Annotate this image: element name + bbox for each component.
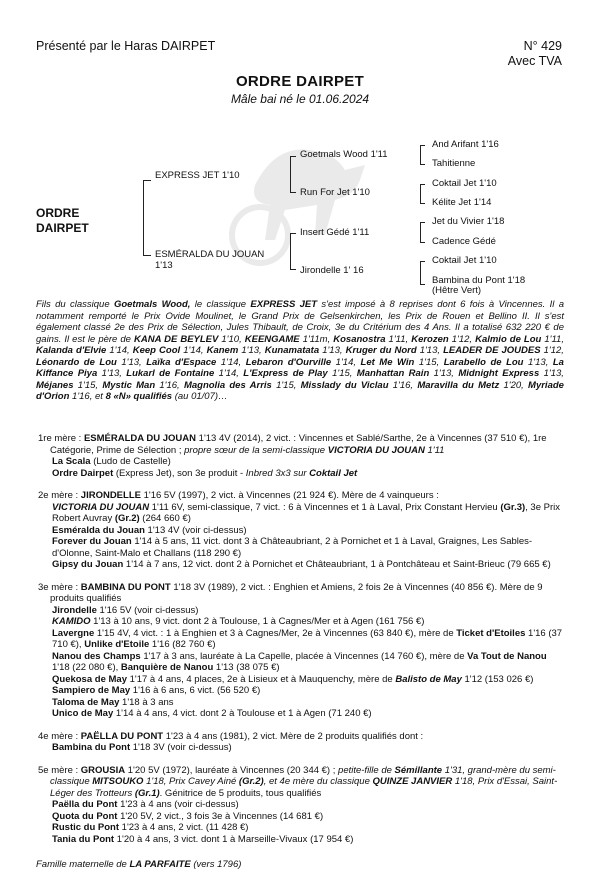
gen3-4: Kélite Jet 1'14 — [432, 197, 492, 208]
gen3-8-sire-note: (Hêtre Vert) — [432, 285, 482, 296]
third-dam-section: 3e mère : BAMBINA DU PONT 1'18 3V (1989), 2 vict. : Enghien et Amiens, 2 fois 2e à Vincennes (40 856 €). Mère de 9 produits qualifiés Jirondelle 1'16 5V (voir ci-dessus) KAMIDO 1'13 à 10 ans, 9 vict. dont 2 à Toulouse, 1 à Cagnes/Mer et à Agen (161 756 €) Lavergne 1'15 4V, 4 vict. : 1 à Enghien et 3 à Cagnes/Mer, 2e à Vincennes (63 840 €), mère de Ticket d'Etoiles 1'16 (37 710 €), Unlike d'Etoile 1'16 (82 760 €) Nanou des Champs 1'17 à 3 ans, lauréate à La Capelle, placée à Vincennes (14 760 €), mère de Va Tout de Nanou 1'18 (22 080 €), Banquière de Nanou 1'13 (38 075 €) Quekosa de May 1'17 à 4 ans, 4 places, 2e à Lisieux et à Mauquenchy, mère de Balisto de May 1'12 (153 026 €) Sampiero de May 1'16 à 6 ans, 6 vict. (56 520 €) Taloma de May 1'18 à 3 ans Unico de May 1'14 à 4 ans, 4 vict. dont 2 à Toulouse et 1 à Agen (71 240 €) — [38, 581, 563, 719]
sire-name: EXPRESS JET 1'10 — [155, 170, 240, 181]
page-title: ORDRE DAIRPET — [235, 73, 365, 90]
gen3-6: Cadence Gédé — [432, 236, 496, 247]
horse-name: ORDRE DAIRPET — [36, 206, 89, 235]
gen3-7: Coktail Jet 1'10 — [432, 255, 497, 266]
gen2-dam-sire: Insert Gédé 1'11 — [300, 227, 370, 238]
family-footer: Famille maternelle de LA PARFAITE (vers 1796) — [36, 859, 242, 870]
gen3-2: Tahitienne — [432, 158, 476, 169]
presenter-text: Présenté par le Haras DAIRPET — [36, 39, 216, 53]
gen3-3: Coktail Jet 1'10 — [432, 178, 497, 189]
lot-number: N° 429 — [523, 39, 562, 53]
gen3-1: And Arifant 1'16 — [432, 139, 499, 150]
gen3-8: Bambina du Pont 1'18 — [432, 275, 526, 286]
dam-name: ESMÉRALDA DU JOUAN 1'13 — [155, 249, 265, 271]
sire-description: Fils du classique Goetmals Wood, le classique EXPRESS JET s'est imposé à 8 reprises dont 6 fois à Vincennes. Il a notamment remporté le Prix Ovide Moulinet, le Grand Prix de Gelsenkirchen, les Prix de Rouen et Bellino II. Il s'est également classé 2e des Prix de Sélection, Jules Thibault, de Croix, 3e du Critérium des 4 Ans. Il a totalisé 632 220 € de gains. Il est le père de KANA DE BEYLEV 1'10, KEENGAME 1'11m, Kosanostra 1'11, Kerozen 1'12, Kalmio de Lou 1'11, Kalanda d'Elvie 1'14, Keep Cool 1'14, Kanem 1'13, Kunamatata 1'13, Kruger du Nord 1'13, LEADER DE JOUDES 1'12, Léonardo de Lou 1'13, Laïka d'Espace 1'14, Lebaron d'Ourville 1'14, Let Me Win 1'15, Larabello de Lou 1'13, La Kiffance Piya 1'13, Lukarl de Fontaine 1'14, L'Express de Play 1'15, Manhattan Rain 1'13, Midnight Express 1'13, Méjanes 1'15, Mystic Man 1'16, Magnolia des Arris 1'15, Misslady du Viclau 1'16, Maravilla du Metz 1'20, Myriade d'Orion 1'16, et 8 «N» qualifiés (au 01/07)… — [36, 299, 564, 402]
gen2-sire-dam: Run For Jet 1'10 — [300, 187, 370, 198]
page-subtitle: Mâle bai né le 01.06.2024 — [230, 92, 370, 106]
fifth-dam-section: 5e mère : GROUSIA 1'20 5V (1972), lauréate à Vincennes (20 344 €) ; petite-fille de Sémillante 1'31, grand-mère du semi-classique MITSOUKO 1'18, Prix Cavey Ainé (Gr.2), et 4e mère du classique QUINZE JANVIER 1'18, Prix d'Essai, Saint-Léger des Trotteurs (Gr.1). Génitrice de 5 produits, tous qualifiés Paëlla du Pont 1'23 à 4 ans (voir ci-dessus) Quota du Pont 1'20 5V, 2 vict., 3 fois 3e à Vincennes (14 681 €) Rustic du Pont 1'23 à 4 ans, 2 vict. (11 428 €) Tania du Pont 1'20 à 4 ans, 3 vict. dont 1 à Marseille-Vivaux (17 954 €) — [38, 764, 558, 845]
gen2-sire-sire: Goetmals Wood 1'11 — [300, 149, 388, 160]
gen3-5: Jet du Vivier 1'18 — [432, 216, 505, 227]
first-dam-section: 1re mère : ESMÉRALDA DU JOUAN 1'13 4V (2014), 2 vict. : Vincennes et Sablé/Sarthe, 2e à Vincennes (37 510 €), 1re Catégorie, Prime de Sélection ; propre sœur de la semi-classique VICTORIA DU JOUAN 1'11 La Scala (Ludo de Castelle) Ordre Dairpet (Express Jet), son 3e produit - Inbred 3x3 sur Coktail Jet — [38, 433, 547, 479]
vat-label: Avec TVA — [507, 54, 562, 68]
maternal-family — [36, 433, 564, 871]
gen2-dam-dam: Jirondelle 1' 16 — [300, 265, 364, 276]
second-dam-section: 2e mère : JIRONDELLE 1'16 5V (1997), 2 vict. à Vincennes (21 924 €). Mère de 4 vainqueurs : VICTORIA DU JOUAN 1'11 6V, semi-classique, 7 vict. : 6 à Vincennes et 1 à Laval, Prix Constant Hervieu (Gr.3), 3e Prix Robert Auvray (Gr.2) (264 660 €) Esméralda du Jouan 1'13 4V (voir ci-dessus) Forever du Jouan 1'14 à 5 ans, 11 vict. dont 3 à Châteaubriant, 2 à Pornichet et 1 à Laval, Graignes, Les Sables-d'Olonne, Saint-Malo et Challans (118 290 €) Gipsy du Jouan 1'14 à 7 ans, 12 vict. dont 2 à Pornichet et Châteaubriant, 1 à Pontchâteau et Saint-Brieuc (79 665 €) — [38, 490, 561, 570]
fourth-dam-section: 4e mère : PAËLLA DU PONT 1'23 à 4 ans (1981), 2 vict. Mère de 2 produits qualifiés dont : Bambina du Pont 1'18 3V (voir ci-dessus) — [38, 730, 424, 753]
